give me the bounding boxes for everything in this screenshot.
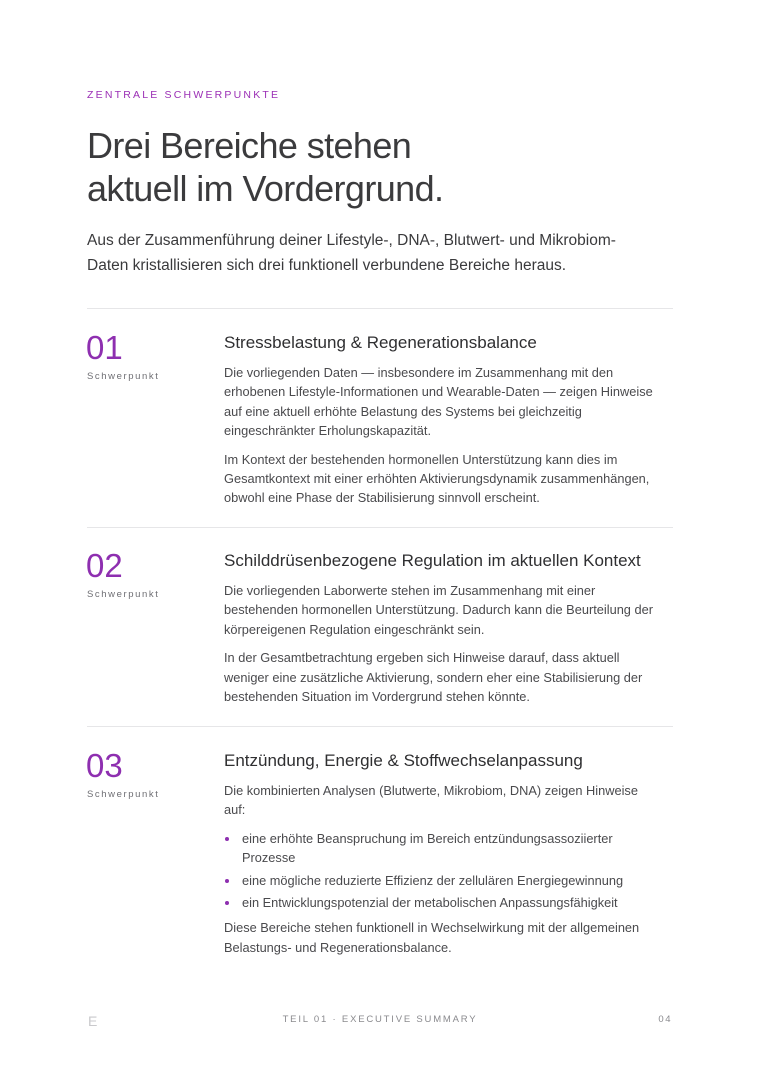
intro-line-1: Aus der Zusammenführung deiner Lifestyle-, DNA-, Blutwert- und Mikrobiom- xyxy=(87,232,616,249)
focus-heading: Entzündung, Energie & Stoffwechselanpassung xyxy=(224,751,583,770)
divider xyxy=(87,308,673,309)
focus-number: 02 xyxy=(86,547,123,584)
page-title-line-2: aktuell im Vordergrund. xyxy=(87,168,444,209)
focus-content xyxy=(224,549,674,706)
focus-heading: Stressbelastung & Regenerationsbalance xyxy=(224,333,537,352)
focus-number-label: Schwerpunkt xyxy=(87,789,160,800)
text-line: weniger eine zusätzliche Aktivierung, sondern eher eine Stabilisierung der xyxy=(224,669,643,685)
bullet-dot-icon xyxy=(225,901,229,905)
text-line: eine mögliche reduzierte Effizienz der zellulären Energiegewinnung xyxy=(242,872,624,888)
text-line: obwohl eine Phase der Stabilisierung sinnvoll erscheint. xyxy=(224,490,540,506)
text-line: körpereigenen Regulation eingeschränkt sein. xyxy=(224,621,485,637)
focus-paragraph xyxy=(224,648,674,706)
focus-number-label: Schwerpunkt xyxy=(87,589,160,600)
text-line: In der Gesamtbetrachtung ergeben sich Hinweise darauf, dass aktuell xyxy=(224,650,620,666)
text-line: Die vorliegenden Daten — insbesondere im Zusammenhang mit den xyxy=(224,365,614,380)
footer-section-label: TEIL 01 · EXECUTIVE SUMMARY xyxy=(282,1014,478,1025)
bullet-dot-icon xyxy=(225,879,229,883)
bullet-item xyxy=(224,829,674,868)
focus-paragraph xyxy=(224,918,674,957)
text-line: bestehenden Situation im Vordergrund stehen könnte. xyxy=(224,689,530,705)
text-line: ein Entwicklungspotenzial der metabolischen Anpassungsfähigkeit xyxy=(242,895,618,911)
intro-line-2: Daten kristallisieren sich drei funktionell verbundene Bereiche heraus. xyxy=(87,257,567,274)
text-line: auf eine aktuell erhöhte Belastung des Systems bei gleichzeitig xyxy=(224,403,582,419)
divider xyxy=(87,527,673,528)
section-eyebrow: ZENTRALE SCHWERPUNKTE xyxy=(87,89,281,101)
text-line: auf: xyxy=(224,802,246,818)
intro-paragraph xyxy=(87,228,673,278)
focus-number: 01 xyxy=(86,329,123,366)
bullet-dot-icon xyxy=(225,837,229,841)
page-title-line-1: Drei Bereiche stehen xyxy=(87,125,412,166)
text-line: bestehenden hormonellen Unterstützung. Dadurch kann die Beurteilung der xyxy=(224,602,653,618)
text-line: Die vorliegenden Laborwerte stehen im Zusammenhang mit einer xyxy=(224,583,596,598)
focus-content xyxy=(224,749,674,957)
text-line: Diese Bereiche stehen funktionell in Wechselwirkung mit der allgemeinen xyxy=(224,920,640,936)
text-line: eingeschränkter Erholungskapazität. xyxy=(224,423,432,439)
focus-paragraph xyxy=(224,781,674,820)
text-line: Prozesse xyxy=(242,850,296,866)
focus-heading: Schilddrüsenbezogene Regulation im aktuellen Kontext xyxy=(224,551,641,570)
focus-content xyxy=(224,331,674,508)
focus-bullet-list xyxy=(224,829,674,913)
bullet-item xyxy=(224,871,674,890)
page xyxy=(87,0,673,1075)
text-line: Im Kontext der bestehenden hormonellen Unterstützung kann dies im xyxy=(224,451,618,467)
focus-paragraph xyxy=(224,581,674,639)
focus-number-label: Schwerpunkt xyxy=(87,371,160,382)
footer-logo-icon: E xyxy=(88,1013,98,1029)
text-line: Gesamtkontext mit einer erhöhten Aktivierungsdynamik zusammenhängen, xyxy=(224,471,650,487)
page-title xyxy=(87,124,443,210)
text-line: eine erhöhte Beanspruchung im Bereich entzündungsassoziierter xyxy=(242,830,613,846)
text-line: Belastungs- und Regenerationsbalance. xyxy=(224,939,452,955)
page-number: 04 xyxy=(658,1014,672,1025)
focus-paragraph xyxy=(224,450,674,508)
divider xyxy=(87,726,673,727)
focus-paragraph xyxy=(224,363,674,441)
focus-number: 03 xyxy=(86,747,123,784)
bullet-item xyxy=(224,893,674,912)
text-line: erhobenen Lifestyle-Informationen und Wearable-Daten — zeigen Hinweise xyxy=(224,384,653,400)
text-line: Die kombinierten Analysen (Blutwerte, Mikrobiom, DNA) zeigen Hinweise xyxy=(224,783,638,798)
